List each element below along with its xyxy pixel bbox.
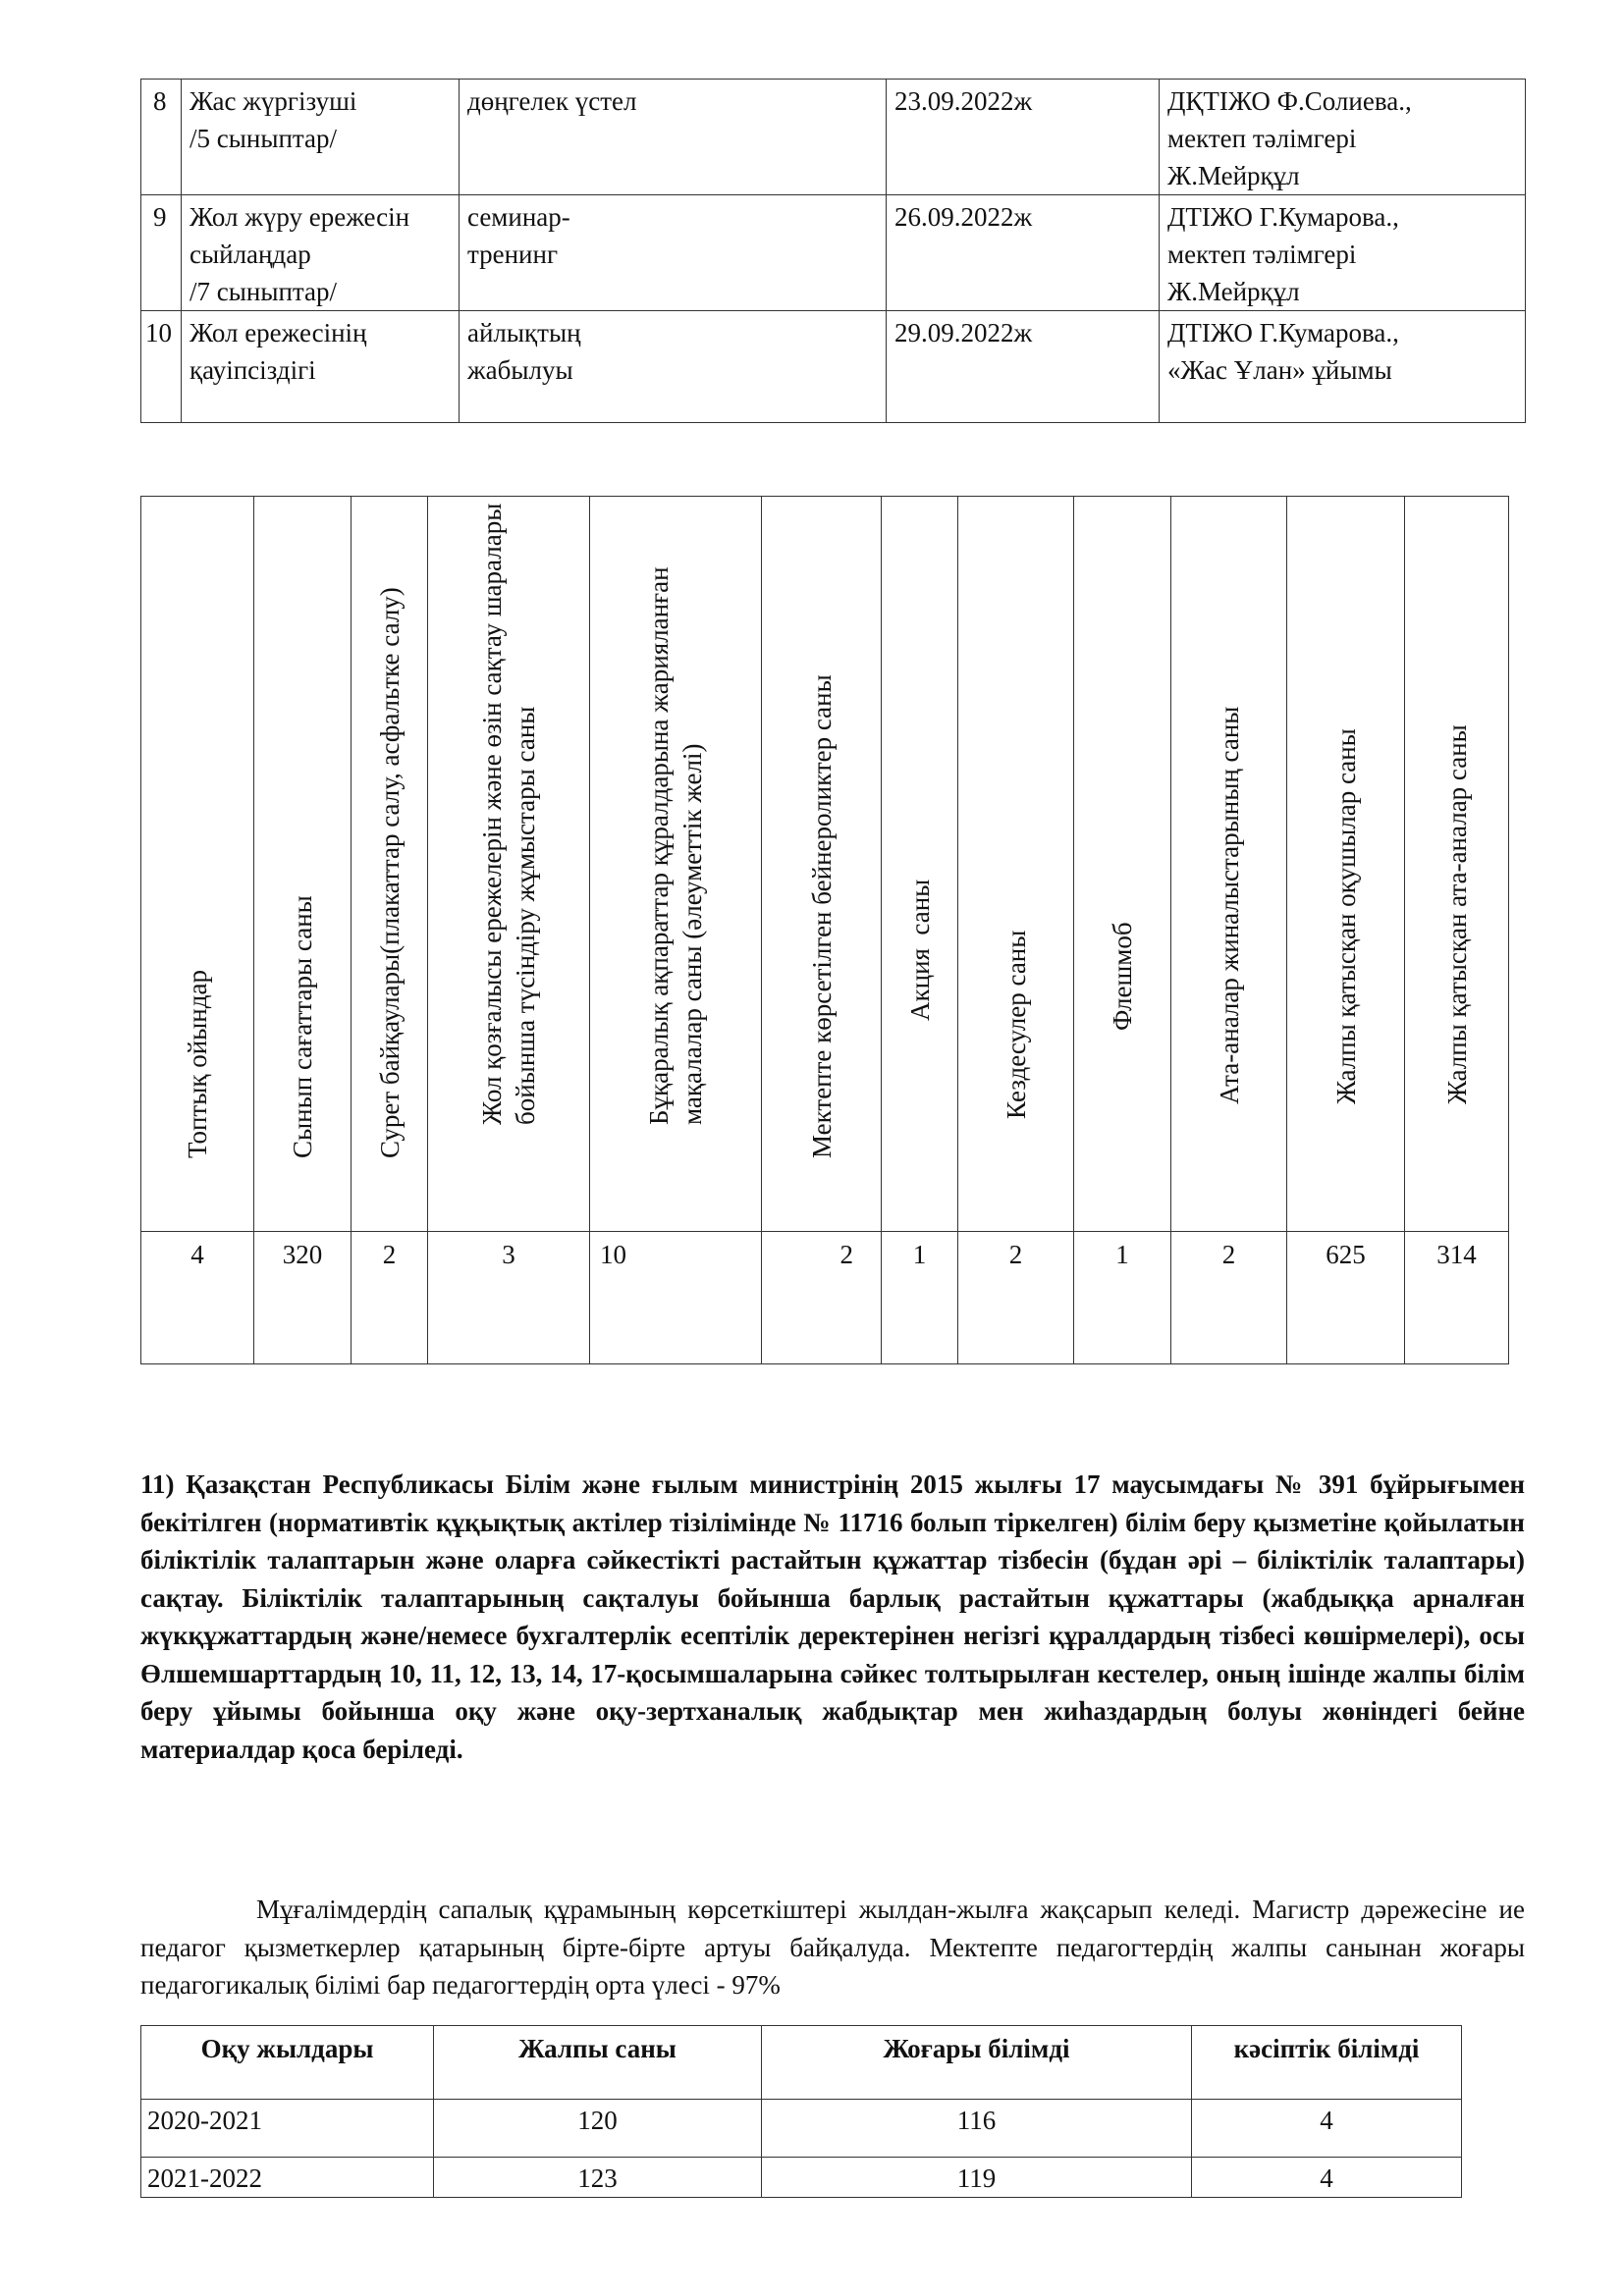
cell-value: 4 (1192, 2100, 1462, 2158)
column-header: Бұқаралық ақпараттар құралдарына жарияланған мақалалар саны (әлеуметтік желі) (590, 497, 762, 1232)
event-responsible: ДТІЖО Г.Кумарова., мектеп тәлімгері Ж.Мейрқұл (1160, 195, 1526, 311)
event-responsible: ДҚТІЖО Ф.Солиева., мектеп тәлімгері Ж.Мейрқұл (1160, 80, 1526, 195)
teachers-table (140, 2025, 1462, 2198)
row-number: 10 (141, 311, 182, 423)
cell-value: 119 (762, 2158, 1192, 2198)
cell-value: 4 (141, 1232, 254, 1364)
requirements-paragraph: 11) Қазақстан Республикасы Білім және ғылым министрінің 2015 жылғы 17 маусымдағы № 391 бұйрығымен бекітілген (нормативтік құқықтық актілер тізілімінде № 11716 болып тіркелген) білім беру қызметіне қойылатын біліктілік талаптарын және оларға сәйкестікті растайтын құжаттар тізбесін (бұдан әрі – біліктілік талаптары) сақтау. Біліктілік талаптарының сақталуы бойынша барлық растайтын құжаттары (жабдыққа арналған жүкқұжаттардың және/немесе бухгалтерлік есептілік деректерінен негізгі құралдардың тізбесі көшірмелері), осы Өлшемшарттардың 10, 11, 12, 13, 14, 17-қосымшаларына сәйкес толтырылған кестелер, оның ішінде жалпы білім беру ұйымы бойынша оқу және оқу-зертханалық жабдықтар мен жиһаздардың болуы жөніндегі бейне материалдар қоса беріледі. (140, 1469, 1525, 1764)
table-row (141, 1232, 1509, 1364)
cell-value: 2 (958, 1232, 1074, 1364)
event-responsible: ДТІЖО Г.Кумарова., «Жас Ұлан» ұйымы (1160, 311, 1526, 423)
column-header: Жалпы саны (434, 2026, 762, 2100)
column-header: Жалпы қатысқан оқушылар саны (1287, 497, 1405, 1232)
column-header: Оқу жылдары (141, 2026, 434, 2100)
event-title: Жол жүру ережесін сыйлаңдар /7 сыныптар/ (182, 195, 460, 311)
table-row (141, 2158, 1462, 2198)
column-header: Сынып сағаттары саны (254, 497, 352, 1232)
cell-value: 116 (762, 2100, 1192, 2158)
column-header: кәсіптік білімді (1192, 2026, 1462, 2100)
table-row (141, 2100, 1462, 2158)
column-header: Ата-аналар жиналыстарының саны (1171, 497, 1287, 1232)
cell-value: 3 (428, 1232, 590, 1364)
cell-value: 314 (1405, 1232, 1509, 1364)
event-title: Жас жүргізуші /5 сыныптар/ (182, 80, 460, 195)
cell-value: 2020-2021 (141, 2100, 434, 2158)
column-header: Мектепте көрсетілген бейнероликтер саны (762, 497, 882, 1232)
event-format: дөңгелек үстел (460, 80, 887, 195)
event-date: 26.09.2022ж (887, 195, 1160, 311)
column-header: Жол қозғалысы ережелерін және өзін сақтау шаралары бойынша түсіндіру жұмыстары саны (428, 497, 590, 1232)
table-row (141, 195, 1526, 311)
table-row (141, 311, 1526, 423)
table-row (141, 80, 1526, 195)
cell-value: 2 (762, 1232, 882, 1364)
event-title: Жол ережесінің қауіпсіздігі (182, 311, 460, 423)
column-header: Флешмоб (1074, 497, 1171, 1232)
stats-table (140, 496, 1509, 1364)
cell-value: 2021-2022 (141, 2158, 434, 2198)
events-table (140, 79, 1526, 423)
cell-value: 320 (254, 1232, 352, 1364)
event-format: айлықтың жабылуы (460, 311, 887, 423)
row-number: 8 (141, 80, 182, 195)
cell-value: 10 (590, 1232, 762, 1364)
event-date: 23.09.2022ж (887, 80, 1160, 195)
column-header: Акция саны (882, 497, 958, 1232)
column-header: Топтық ойындар (141, 497, 254, 1232)
cell-value: 2 (1171, 1232, 1287, 1364)
cell-value: 4 (1192, 2158, 1462, 2198)
row-number: 9 (141, 195, 182, 311)
teacher-quality-paragraph: Мұғалімдердің сапалық құрамының көрсеткіштері жылдан-жылға жақсарып келеді. Магистр дәрежесіне ие педагог қызметкерлер қатарының бірте-бірте артуы байқалуда. Мектепте педагогтердің жалпы санынан жоғары педагогикалық білімі бар педагогтердің орта үлесі - 97% (140, 1895, 1525, 2000)
column-header: Кездесулер саны (958, 497, 1074, 1232)
column-header: Жалпы қатысқан ата-аналар саны (1405, 497, 1509, 1232)
cell-value: 1 (882, 1232, 958, 1364)
event-date: 29.09.2022ж (887, 311, 1160, 423)
header-row (141, 2026, 1462, 2100)
cell-value: 123 (434, 2158, 762, 2198)
column-header: Жоғары білімді (762, 2026, 1192, 2100)
cell-value: 625 (1287, 1232, 1405, 1364)
header-row (141, 497, 1509, 1232)
event-format: семинар- тренинг (460, 195, 887, 311)
cell-value: 1 (1074, 1232, 1171, 1364)
cell-value: 2 (352, 1232, 428, 1364)
cell-value: 120 (434, 2100, 762, 2158)
column-header: Сурет байқаулары(плакаттар салу, асфальтке салу) (352, 497, 428, 1232)
